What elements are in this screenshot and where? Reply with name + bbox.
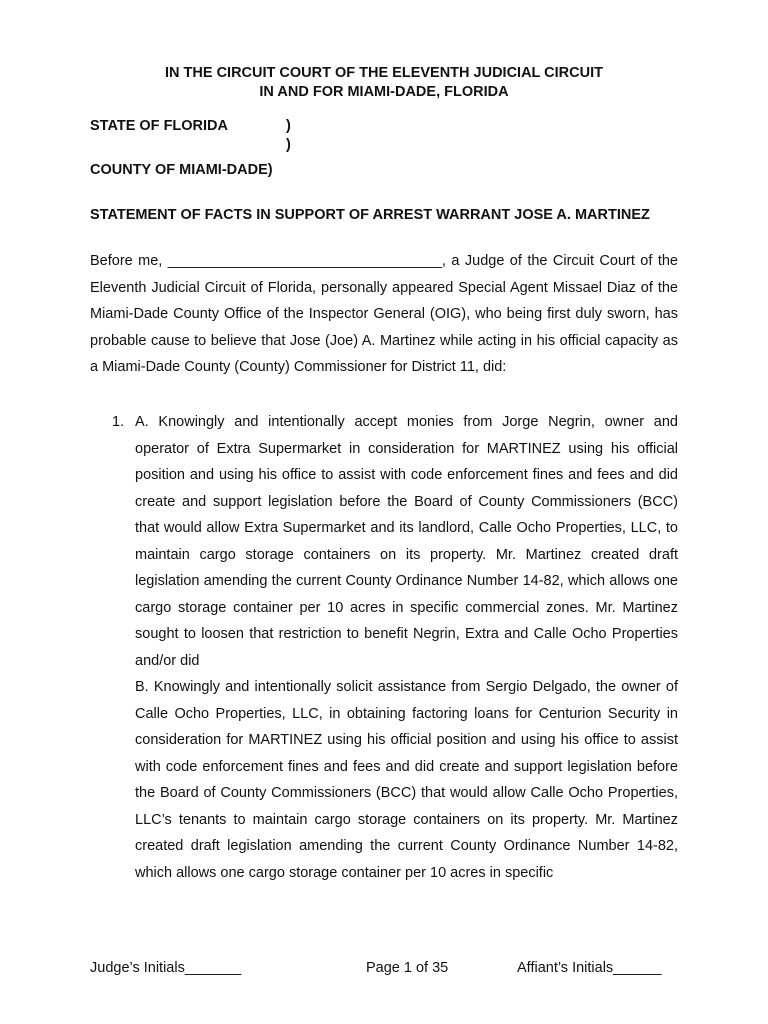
list-item xyxy=(135,409,678,886)
caption-paren-2: ) xyxy=(286,137,291,153)
judge-initials: Judge’s Initials_______ xyxy=(90,960,242,976)
list-item-number: 1. xyxy=(112,414,125,430)
caption-county: COUNTY OF MIAMI-DADE) xyxy=(90,162,273,178)
caption-paren-1: ) xyxy=(286,118,291,134)
affiant-initials: Affiant’s Initials______ xyxy=(517,960,662,976)
document-title: STATEMENT OF FACTS IN SUPPORT OF ARREST WARRANT JOSE A. MARTINEZ xyxy=(90,207,650,223)
court-heading-line-1: IN THE CIRCUIT COURT OF THE ELEVENTH JUDICIAL CIRCUIT xyxy=(165,65,603,81)
caption-state: STATE OF FLORIDA xyxy=(90,118,229,134)
intro-paragraph: Before me, __________________________________, a Judge of the Circuit Court of the Eleventh Judicial Circuit of Florida, personally appeared Special Agent Missael Diaz of the Miami-Dade County Office of the Inspector General (OIG), who being first duly sworn, has probable cause to believe that Jose (Joe) A. Martinez while acting in his official capacity as a Miami-Dade County (County) Commissioner for District 11, did: xyxy=(90,253,678,375)
court-heading-line-2: IN AND FOR MIAMI-DADE, FLORIDA xyxy=(259,84,509,100)
allegation-part-b: B. Knowingly and intentionally solicit assistance from Sergio Delgado, the owner of Calle Ocho Properties, LLC, in obtaining factoring loans for Centurion Security in consideration for MARTINEZ using his official position and using his office to assist with code enforcement fines and fees and did create and support legislation before the Board of County Commissioners (BCC) that would allow Calle Ocho Properties, LLC’s tenants to maintain cargo storage containers on its property. Mr. Martinez created draft legislation amending the current County Ordinance Number 14-82, which allows one cargo storage container per 10 acres in specific xyxy=(135,679,678,881)
allegation-part-a: A. Knowingly and intentionally accept monies from Jorge Negrin, owner and operator of Extra Supermarket in consideration for MARTINEZ using his official position and using his office to assist with code enforcement fines and fees and did create and support legislation before the Board of County Commissioners (BCC) that would allow Extra Supermarket and its landlord, Calle Ocho Properties, LLC, to maintain cargo storage containers on its property. Mr. Martinez created draft legislation amending the current County Ordinance Number 14-82, which allows one cargo storage container per 10 acres in specific commercial zones. Mr. Martinez sought to loosen that restriction to benefit Negrin, Extra and Calle Ocho Properties and/or did xyxy=(135,414,678,669)
page-number: Page 1 of 35 xyxy=(366,960,449,976)
